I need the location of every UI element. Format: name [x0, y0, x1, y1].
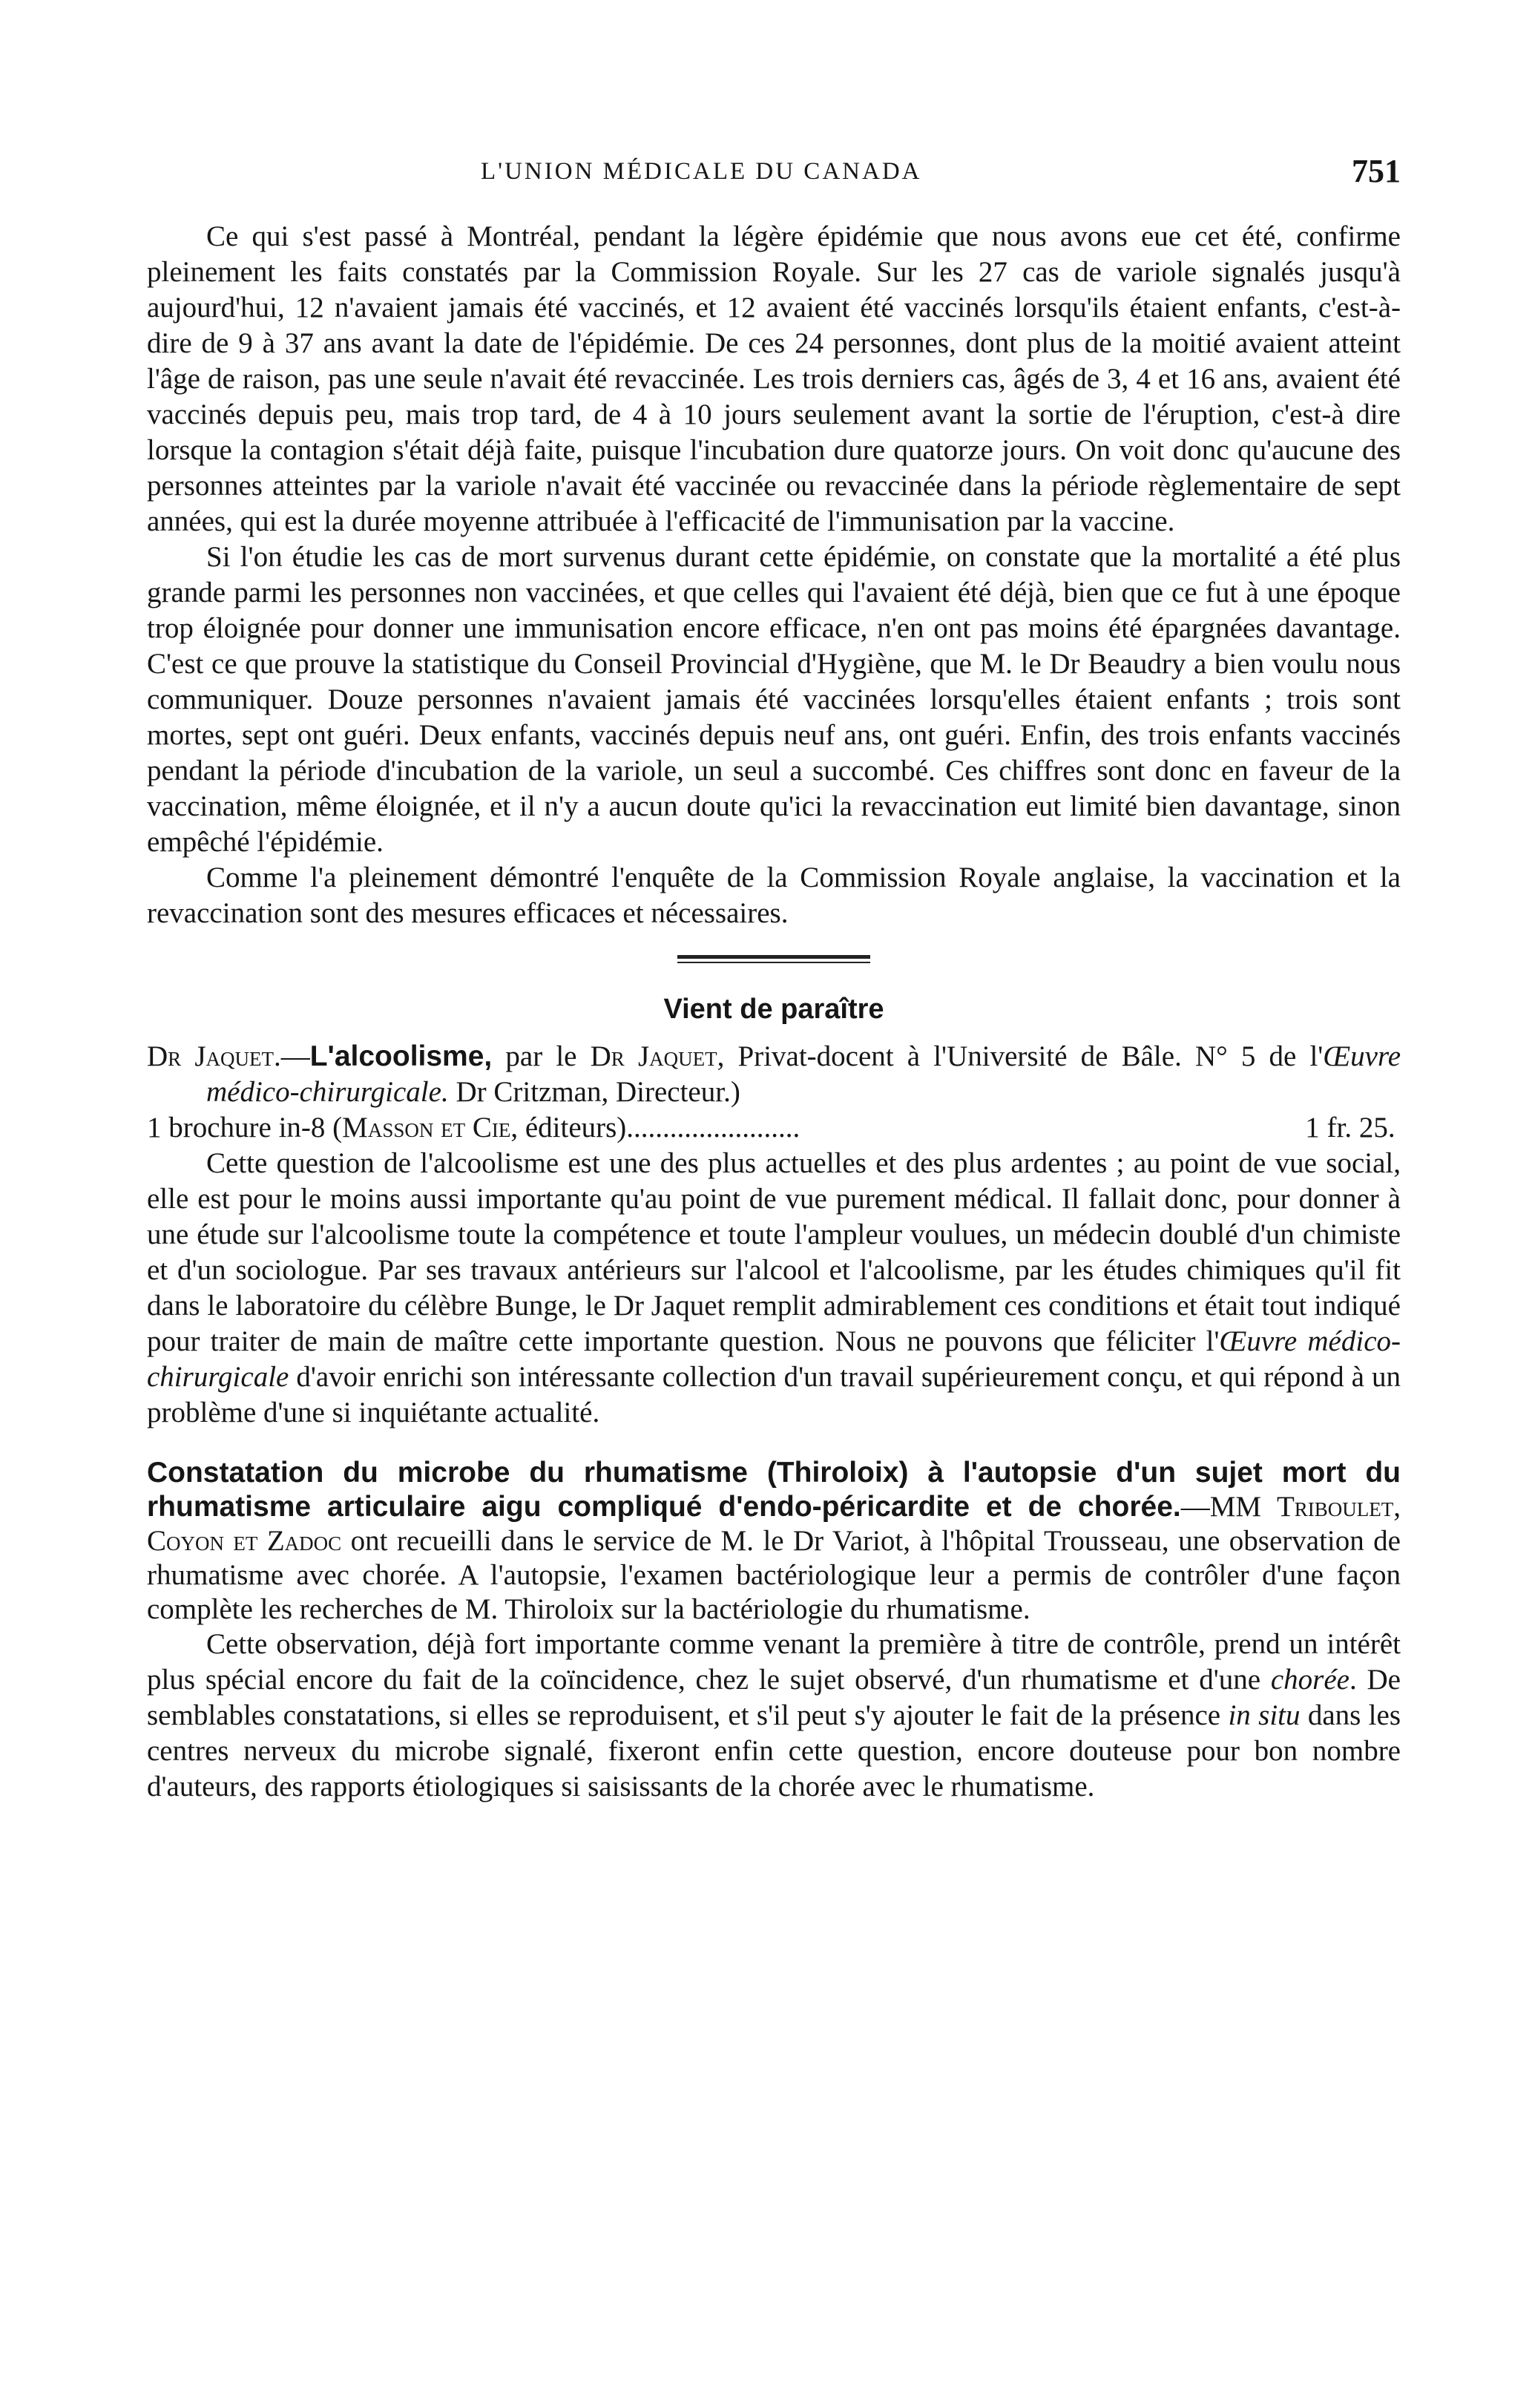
series-name: Œuvre médico-chirurgicale. — [206, 1040, 1401, 1108]
byline-end: Privat-docent à l'Université de Bâle. — [737, 1040, 1182, 1072]
review-series-name: Œuvre médico-chirurgicale — [147, 1325, 1401, 1393]
director: Dr Critzman, Directeur.) — [456, 1076, 740, 1108]
book-title: L'alcoolisme, — [309, 1040, 493, 1072]
authors: Triboulet, Coyon et Zadoc — [147, 1491, 1401, 1557]
byline-name: Dr Jaquet, — [590, 1040, 725, 1072]
vaccination-paragraph-2: Si l'on étudie les cas de mort survenus durant cette épidémie, on constate que la mortalité a été plus grande parmi les personnes non vaccinées, et que celles qui l'avaient été déjà, bien que ce fut à une époque trop éloignée pour donner une immunisation encore efficace, n'en ont pas moins été épargnées davantage. C'est ce que prouve la statistique du Conseil Provincial d'Hygiène, que M. le Dr Beaudry a bien voulu nous communiquer. Douze personnes n'avaient jamais été vaccinées lorsqu'elles étaient enfants ; trois sont mortes, sept ont guéri. Deux enfants, vaccinés depuis neuf ans, ont guéri. Enfin, des trois enfants vaccinés pendant la période d'incubation de la variole, un seul a succombé. Ces chiffres sont donc en faveur de la vaccination, même éloignée, et il n'y a aucun doute qu'ici la revaccination eut limité bien davantage, sinon empêché l'épidémie. — [147, 541, 1401, 858]
dot-leader: ........................ — [626, 1112, 800, 1144]
byline-start: par le — [505, 1040, 577, 1072]
section-title: Vient de paraître — [663, 994, 884, 1025]
rheumatism-paragraph-1: Constatation du microbe du rhumatisme (Thiroloix) à l'autopsie d'un sujet mort du rhumatisme articulaire aigu compliqué d'endo-péricardite et de chorée.—MM Triboulet, Coyon et Zadoc ont recueilli dans le service de M. le Dr Variot, à l'hôpital Trousseau, une observation de rhumatisme avec chorée. A l'autopsie, l'examen bactériologique leur a permis de contrôler d'une façon complète les recherches de M. Thiroloix sur la bactériologie du rhumatisme. — [147, 1457, 1401, 1625]
price: 1 fr. 25. — [1305, 1112, 1395, 1144]
section-divider — [677, 955, 870, 963]
author-prefix: Dr Jaquet. — [147, 1040, 281, 1072]
journal-page — [147, 152, 1401, 1805]
running-header — [147, 152, 1401, 197]
rheumatism-notice — [147, 1456, 1401, 1805]
page-number: 751 — [1352, 153, 1401, 189]
authors-prefix: MM — [1209, 1491, 1262, 1523]
format-info: 1 brochure in-8 (Masson et Cie, éditeurs)........................ — [147, 1112, 800, 1144]
rheumatism-paragraph-2: Cette observation, déjà fort importante comme venant la première à titre de contrôle, prend un intérêt plus spécial encore du fait de la coïncidence, chez le sujet observé, d'un rhumatisme et d'une chorée. De semblables constatations, si elles se reproduisent, et s'il peut s'y ajouter le fait de la présence in situ dans les centres nerveux du microbe signalé, fixeront enfin cette question, encore douteuse pour bon nombre d'auteurs, des rapports étiologiques si saisissants de la chorée avec le rhumatisme. — [147, 1628, 1401, 1802]
italic-choree: chorée — [1270, 1664, 1349, 1696]
italic-in-situ: in situ — [1228, 1699, 1301, 1731]
vaccination-paragraph-3: Comme l'a pleinement démontré l'enquête de la Commission Royale anglaise, la vaccination et la revaccination sont des mesures efficaces et nécessaires. — [147, 862, 1401, 929]
book-entry — [147, 1039, 1401, 1146]
journal-title: L'UNION MÉDICALE DU CANADA — [481, 158, 922, 185]
new-publication-section — [147, 990, 1401, 1431]
publisher: Masson et Cie, — [342, 1112, 519, 1144]
series-number: N° 5 de l' — [1194, 1040, 1324, 1072]
entry-dash: — — [280, 1040, 310, 1072]
price-line — [147, 1110, 1401, 1146]
vaccination-paragraph-1: Ce qui s'est passé à Montréal, pendant la légère épidémie que nous avons eue cet été, confirme pleinement les faits constatés par la Commission Royale. Sur les 27 cas de variole signalés jusqu'à aujourd'hui, 12 n'avaient jamais été vaccinés, et 12 avaient été vaccinés lorsqu'ils étaient enfants, c'est-à-dire de 9 à 37 ans avant la date de l'épidémie. De ces 24 personnes, dont plus de la moitié avaient atteint l'âge de raison, pas une seule n'avait été revaccinée. Les trois derniers cas, âgés de 3, 4 et 16 ans, avaient été vaccinés depuis peu, mais trop tard, de 4 à 10 jours seulement avant la sortie de l'éruption, c'est-à dire lorsque la contagion s'était déjà faite, puisque l'incubation dure quatorze jours. On voit donc qu'aucune des personnes atteintes par la variole n'avait été vaccinée ou revaccinée dans la période règlementaire de sept années, qui est la durée moyenne attribuée à l'efficacité de l'immunisation par la vaccine. — [147, 220, 1401, 537]
vaccination-article — [147, 219, 1401, 931]
review-paragraph: Cette question de l'alcoolisme est une des plus actuelles et des plus ardentes ; au point de vue social, elle est pour le moins aussi importante qu'au point de vue purement médical. Il fallait donc, pour donner à une étude sur l'alcoolisme toute la compétence et toute l'ampleur voulues, un médecin doublé d'un chimiste et d'un sociologue. Par ses travaux antérieurs sur l'alcool et l'alcoolisme, par les études chimiques qu'il fit dans le laboratoire du célèbre Bunge, le Dr Jaquet remplit admirablement ces conditions et était tout indiqué pour traiter de main de maître cette importante question. Nous ne pouvons que féliciter l'Œuvre médico-chirurgicale d'avoir enrichi son intéressante collection d'un travail supérieurement conçu, et qui répond à un problème d'une si inquiétante actualité. — [147, 1147, 1401, 1428]
notice-title: Constatation du microbe du rhumatisme (Thiroloix) à l'autopsie d'un sujet mort du rhumatisme articulaire aigu compliqué d'endo-péricardite et de chorée. — [147, 1457, 1401, 1523]
